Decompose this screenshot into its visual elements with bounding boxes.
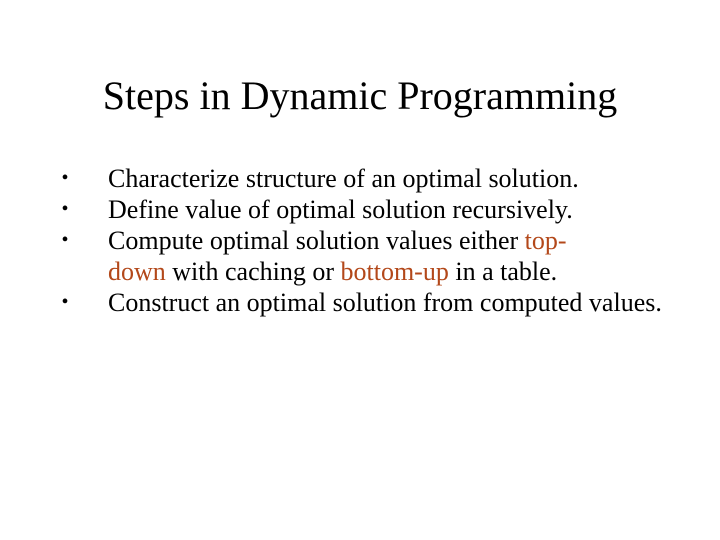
bullet-text: Define value of optimal solution recursively. xyxy=(108,195,573,224)
bullet-marker: • xyxy=(61,229,69,251)
slide-title: Steps in Dynamic Programming xyxy=(102,73,618,118)
bullet-text-segment: with caching or xyxy=(165,257,341,286)
bullet-text-segment: Compute optimal solution values either xyxy=(108,226,525,255)
bullet-text: Construct an optimal solution from computed values. xyxy=(108,288,662,317)
bullet-text xyxy=(108,225,668,287)
bullet-marker: • xyxy=(61,291,69,313)
accent-term-bottom-up: bottom-up xyxy=(340,257,449,286)
bullet-text-segment: in a table. xyxy=(448,257,558,286)
bullet-item-3 xyxy=(0,225,720,287)
bullet-item-2 xyxy=(0,194,720,225)
accent-term-top: top- xyxy=(524,226,567,255)
bullet-marker: • xyxy=(61,167,69,189)
bullet-marker: • xyxy=(61,198,69,220)
bullet-text: Characterize structure of an optimal solution. xyxy=(108,164,579,193)
bullet-item-4 xyxy=(0,287,720,318)
bullet-item-1 xyxy=(0,163,720,194)
bullet-list xyxy=(0,163,720,318)
accent-term-down: down xyxy=(108,257,166,286)
